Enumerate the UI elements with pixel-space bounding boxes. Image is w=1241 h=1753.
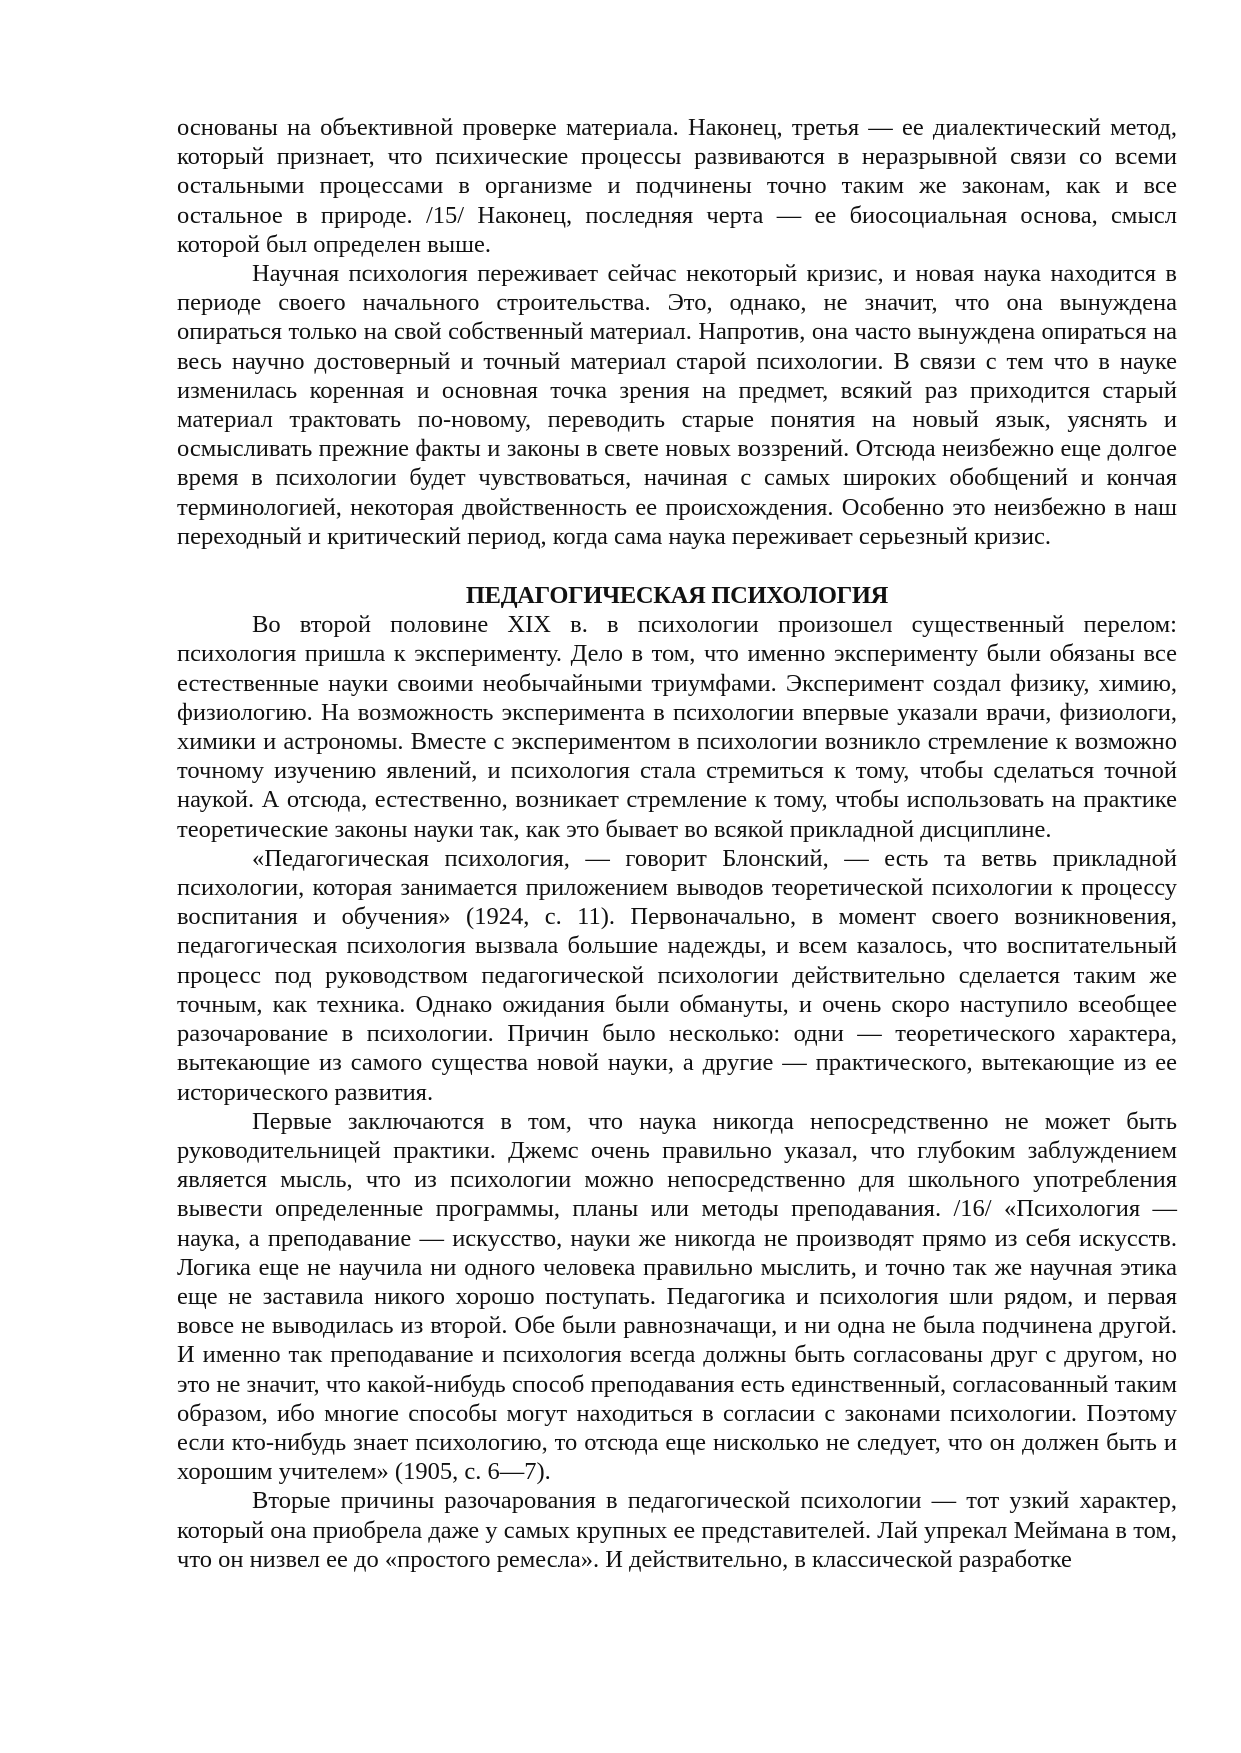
- paragraph-second-reasons: Вторые причины разочарования в педагогической психологии — тот узкий характер, который она приобрела даже у самых крупных ее представителей. Лай упрекал Меймана в том, что он низвел ее до «простого ремесла». И действительно, в классической разработке: [177, 1487, 1177, 1573]
- paragraph-blonsky-quote: «Педагогическая психология, — говорит Блонский, — есть та ветвь прикладной психологии, которая занимается приложением выводов теоретической психологии к процессу воспитания и обучения» (1924, с. 11). Первоначально, в момент своего возникновения, педагогическая психология вызвала большие надежды, и всем казалось, что воспитательный процесс под руководством педагогической психологии действительно сделается таким же точным, как техника. Однако ожидания были обмануты, и очень скоро наступило всеобщее разочарование в психологии. Причин было несколько: одни — теоретического характера, вытекающие из самого существа новой науки, а другие — практического, вытекающие из ее исторического развития.: [177, 844, 1177, 1106]
- paragraph-james-quote: Первые заключаются в том, что наука никогда непосредственно не может быть руководительницей практики. Джемс очень правильно указал, что глубоким заблуждением является мысль, что из психологии можно непосредственно для школьного употребления вывести определенные программы, планы или методы преподавания. /16/ «Психология — наука, а преподавание — искусство, науки же никогда не производят прямо из себя искусств. Логика еще не научила ни одного человека правильно мыслить, и точно так же научная этика еще не заставила никого хорошо поступать. Педагогика и психология шли рядом, и первая вовсе не выводилась из второй. Обе были равнозначащи, и ни одна не была подчинена другой. И именно так преподавание и психология всегда должны быть согласованы друг с другом, но это не значит, что какой-нибудь способ преподавания есть единственный, согласованный таким образом, ибо многие способы могут находиться в согласии с законами психологии. Поэтому если кто-нибудь знает психологию, то отсюда еще нисколько не следует, что он должен быть и хорошим учителем» (1905, с. 6—7).: [177, 1107, 1177, 1486]
- section-heading: ПЕДАГОГИЧЕСКАЯ ПСИХОЛОГИЯ: [465, 582, 889, 610]
- document-page: [177, 113, 1177, 1574]
- paragraph-crisis: Научная психология переживает сейчас некоторый кризис, и новая наука находится в периоде своего начального строительства. Это, однако, не значит, что она вынуждена опираться только на свой собственный материал. Напротив, она часто вынуждена опираться на весь научно достоверный и точный материал старой психологии. В связи с тем что в науке изменилась коренная и основная точка зрения на предмет, всякий раз приходится старый материал трактовать по-новому, переводить старые понятия на новый язык, уяснять и осмысливать прежние факты и законы в свете новых воззрений. Отсюда неизбежно еще долгое время в психологии будет чувствоваться, начиная с самых широких обобщений и кончая терминологией, некоторая двойственность ее происхождения. Особенно это неизбежно в наш переходный и критический период, когда сама наука переживает серьезный кризис.: [177, 260, 1177, 550]
- paragraph-continuation: основаны на объективной проверке материала. Наконец, третья — ее диалектический метод, который признает, что психические процессы развиваются в неразрывной связи со всеми остальными процессами в организме и подчинены точно таким же законам, как и все остальное в природе. /15/ Наконец, последняя черта — ее биосоциальная основа, смысл которой был определен выше.: [177, 114, 1177, 258]
- paragraph-experiment: Во второй половине XIX в. в психологии произошел существенный перелом: психология пришла к эксперименту. Дело в том, что именно эксперименту были обязаны все естественные науки своими необычайными триумфами. Эксперимент создал физику, химию, физиологию. На возможность эксперимента в психологии впервые указали врачи, физиологи, химики и астрономы. Вместе с экспериментом в психологии возникло стремление к возможно точному изучению явлений, и психология стала стремиться к тому, чтобы сделаться точной наукой. А отсюда, естественно, возникает стремление к тому, чтобы использовать на практике теоретические законы науки так, как это бывает во всякой прикладной дисциплине.: [177, 611, 1177, 843]
